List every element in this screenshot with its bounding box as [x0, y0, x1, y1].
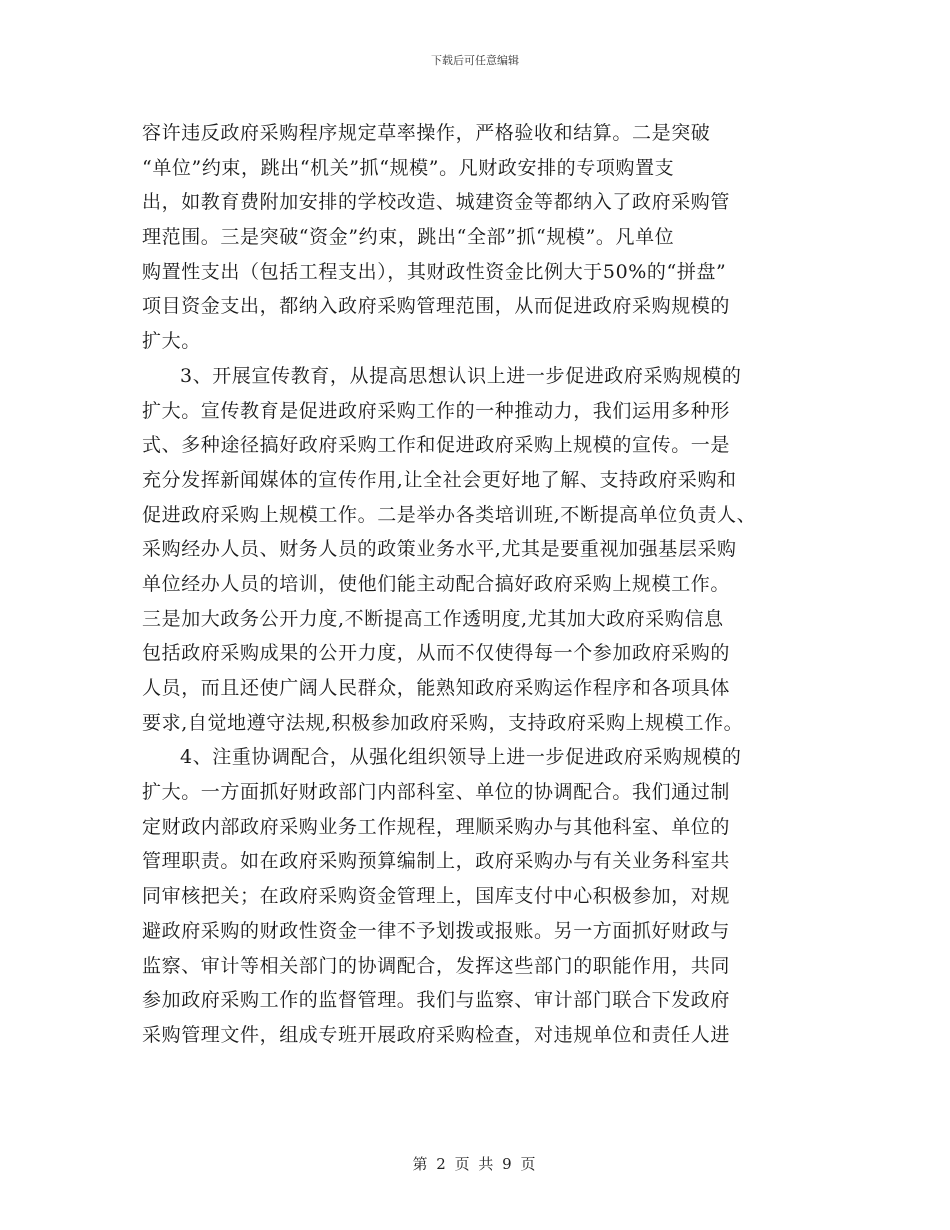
- document-body: [142, 116, 832, 1053]
- text-line: 购置性支出（包括工程支出），其财政性资金比例大于50%的“拼盘”: [142, 260, 727, 283]
- text-line: 包括政府采购成果的公开力度，从而不仅使得每一个参加政府采购的: [142, 642, 731, 665]
- text-line: 扩大。一方面抓好财政部门内部科室、单位的协调配合。我们通过制: [142, 781, 731, 804]
- text-line: 三是加大政务公开力度,不断提高工作透明度,尤其加大政府采购信息: [142, 607, 724, 630]
- text-line: 充分发挥新闻媒体的宣传作用,让全社会更好地了解、支持政府采购和: [142, 468, 737, 491]
- text-line: 避政府采购的财政性资金一律不予划拨或报账。另一方面抓好财政与: [142, 919, 731, 942]
- text-line: 采购管理文件，组成专班开展政府采购检查，对违规单位和责任人进: [142, 1023, 731, 1046]
- text-line: 采购经办人员、财务人员的政策业务水平,尤其是要重视加强基层采购: [142, 538, 737, 561]
- text-line: 容许违反政府采购程序规定草率操作，严格验收和结算。二是突破: [142, 122, 711, 144]
- text-line: 定财政内部政府采购业务工作规程，理顺采购办与其他科室、单位的: [142, 815, 731, 838]
- text-line: 扩大。宣传教育是促进政府采购工作的一种推动力，我们运用多种形: [142, 399, 731, 422]
- paragraph-3-start: 3、开展宣传教育，从提高思想认识上进一步促进政府采购规模的: [180, 364, 742, 387]
- download-edit-note: 下载后可任意编辑: [431, 54, 519, 67]
- text-line: 要求,自觉地遵守法规,积极参加政府采购，支持政府采购上规模工作。: [142, 711, 744, 734]
- text-line: 参加政府采购工作的监督管理。我们与监察、审计部门联合下发政府: [142, 989, 731, 1012]
- text-line: 出，如教育费附加安排的学校改造、城建资金等都纳入了政府采购管: [142, 191, 731, 214]
- text-line: 同审核把关；在政府采购资金管理上，国库支付中心积极参加，对规: [142, 885, 731, 908]
- text-line: 单位经办人员的培训，使他们能主动配合搞好政府采购上规模工作。: [142, 572, 731, 595]
- text-line: 理范围。三是突破“资金”约束，跳出“全部”抓“规模”。凡单位: [142, 226, 675, 249]
- page-number: 第 2 页 共 9 页: [412, 1155, 538, 1173]
- paragraph-4-start: 4、注重协调配合，从强化组织领导上进一步促进政府采购规模的: [180, 746, 742, 769]
- text-line: 人员，而且还使广阔人民群众，能熟知政府采购运作程序和各项具体: [142, 677, 731, 699]
- text-line: 项目资金支出，都纳入政府采购管理范围，从而促进政府采购规模的: [142, 295, 731, 318]
- text-line: “单位”约束，跳出“机关”抓“规模”。凡财政安排的专项购置支: [142, 156, 675, 179]
- text-line: 管理职责。如在政府采购预算编制上，政府采购办与有关业务科室共: [142, 850, 731, 873]
- text-line: 监察、审计等相关部门的协调配合，发挥这些部门的职能作用，共同: [142, 954, 731, 977]
- text-line: 式、多种途径搞好政府采购工作和促进政府采购上规模的宣传。一是: [142, 434, 731, 457]
- text-line: 促进政府采购上规模工作。二是举办各类培训班,不断提高单位负责人、: [142, 503, 757, 526]
- text-line: 扩大。: [142, 330, 201, 353]
